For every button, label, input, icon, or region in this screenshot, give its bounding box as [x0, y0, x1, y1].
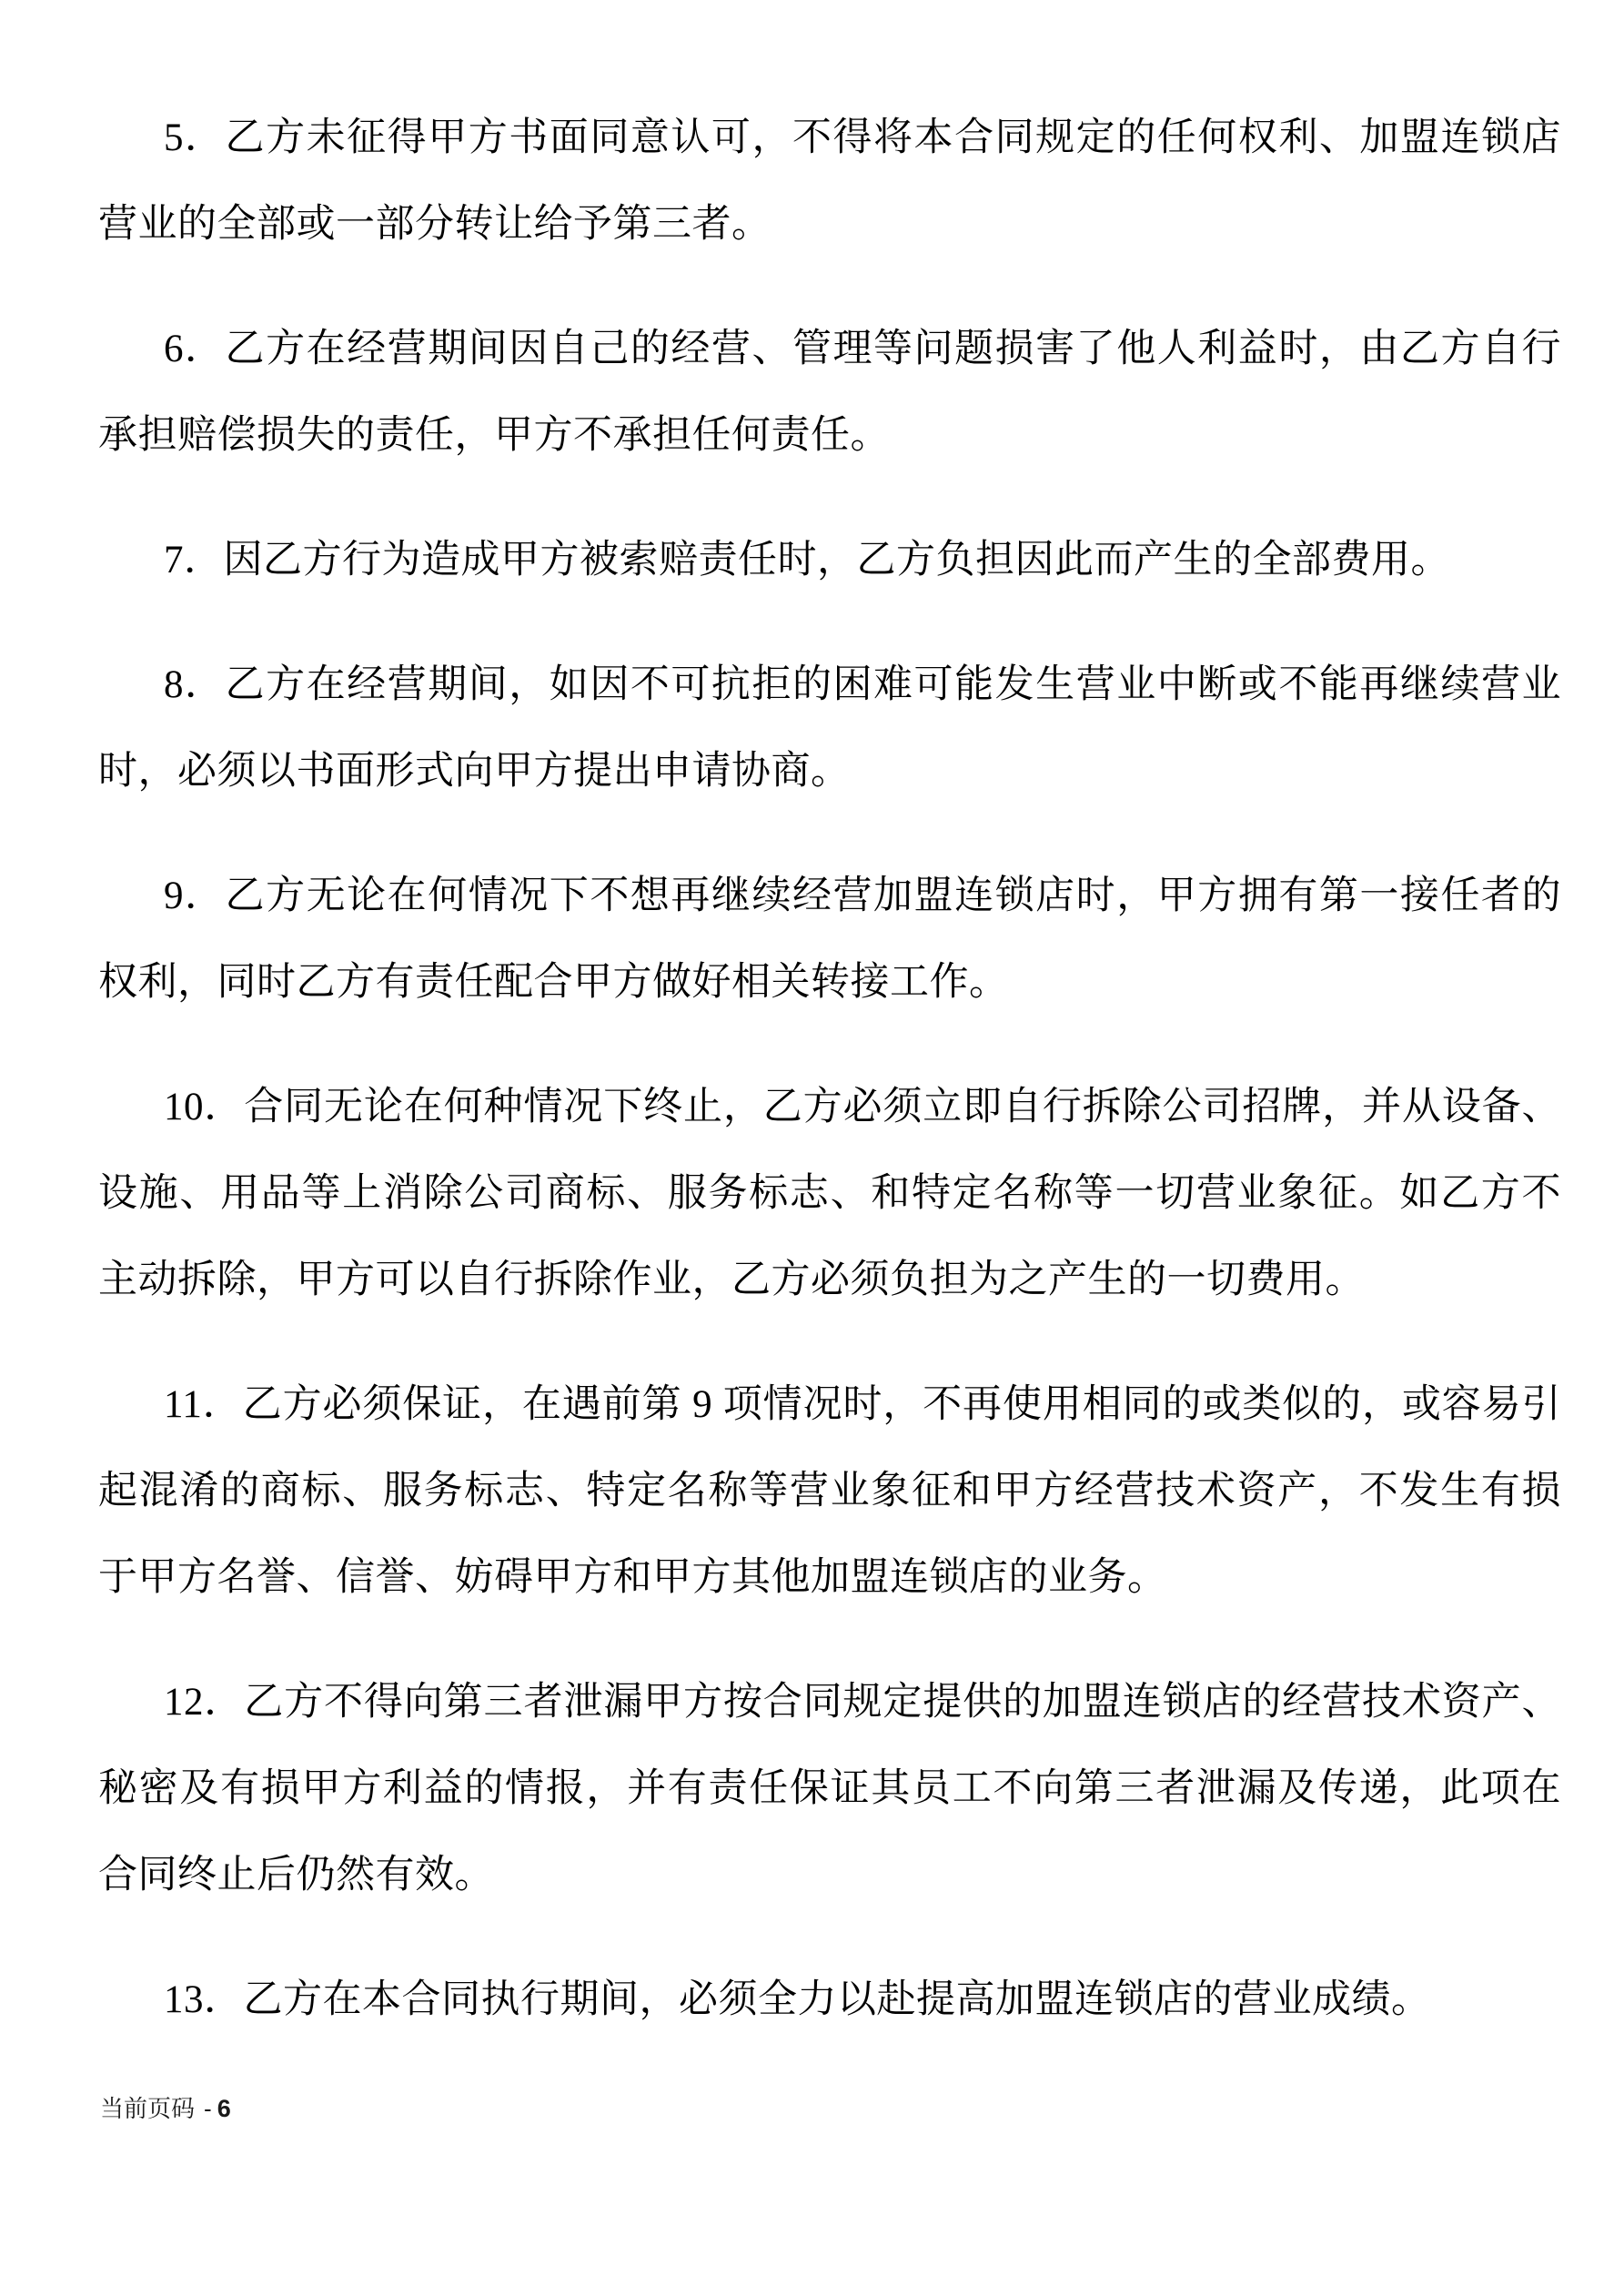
clause-paragraph-6: 6．乙方在经营期间因自己的经营、管理等问题损害了他人利益时，由乙方自行承担赔偿损失的责任，甲方不承担任何责任。: [98, 328, 1561, 457]
page-footer: [100, 2091, 231, 2127]
clause-paragraph-7: 7．因乙方行为造成甲方被索赔责任时，乙方负担因此而产生的全部费用。: [164, 539, 1450, 582]
contract-clauses: [98, 95, 1561, 2081]
clause-paragraph-8: 8．乙方在经营期间，如因不可抗拒的困难可能发生营业中断或不能再继续营业时，必须以书面形式向甲方提出申请协商。: [98, 663, 1561, 793]
clause-paragraph-9: 9．乙方无论在何情况下不想再继续经营加盟连锁店时，甲方拥有第一接任者的权利，同时乙方有责任配合甲方做好相关转接工作。: [98, 875, 1561, 1004]
clause-paragraph-13: 13．乙方在本合同执行期间，必须全力以赴提高加盟连锁店的营业成绩。: [164, 1978, 1431, 2021]
clause-paragraph-10: 10．合同无论在何种情况下终止，乙方必须立即自行拆除公司招牌，并从设备、设施、用品等上消除公司商标、服务标志、和特定名称等一切营业象征。如乙方不主动拆除，甲方可以自行拆除作业，乙方必须负担为之产生的一切费用。: [98, 1086, 1561, 1301]
footer-label: 当前页码: [100, 2096, 196, 2122]
footer-separator: -: [204, 2095, 212, 2122]
clause-paragraph-11: 11．乙方必须保证，在遇前第 9 项情况时，不再使用相同的或类似的，或容易引起混淆的商标、服务标志、特定名称等营业象征和甲方经营技术资产，不发生有损于甲方名誉、信誉、妨碍甲方和甲方其他加盟连锁店的业务。: [98, 1383, 1561, 1599]
footer-page-number: 6: [217, 2095, 231, 2122]
clause-paragraph-12: 12．乙方不得向第三者泄漏甲方按合同规定提供的加盟连锁店的经营技术资产、秘密及有损甲方利益的情报，并有责任保证其员工不向第三者泄漏及传递，此项在合同终止后仍然有效。: [98, 1681, 1561, 1896]
clause-paragraph-5: 5．乙方未征得甲方书面同意认可，不得将本合同规定的任何权利、加盟连锁店营业的全部或一部分转让给予第三者。: [98, 116, 1561, 246]
